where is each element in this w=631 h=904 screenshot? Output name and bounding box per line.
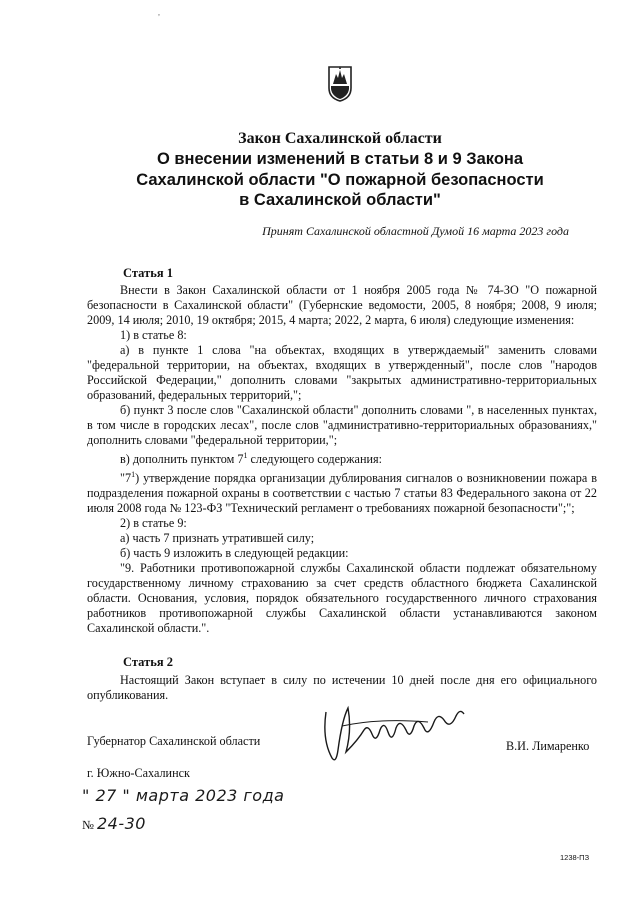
law-subtitle-line-3: в Сахалинской области" [239,191,441,209]
law-title: Закон Сахалинской области [238,130,442,147]
article-1-item-2: 2) в статье 9: [120,516,187,531]
number-sign: № [82,818,94,832]
article-1-body [87,283,597,636]
governor-title: Губернатор Сахалинской области [87,734,261,748]
adoption-note: Принят Сахалинской областной Думой 16 марта 2023 года [262,224,569,238]
item-1c-text-tail: следующего содержания: [247,452,382,467]
item-1c-text: в) дополнить пунктом 7 [120,452,244,467]
coat-of-arms-icon [327,64,353,102]
article-1-item-2a: а) часть 7 признать утратившей силу; [120,531,315,546]
quote-7-superscript: 1 [131,470,136,480]
handwritten-signature [318,700,468,770]
article-1-quote-7-1 [87,467,597,516]
article-2-body [87,673,597,703]
handwritten-number: 24-30 [96,814,146,833]
article-2-text: Настоящий Закон вступает в силу по истечении 10 дней после дня его официального опубликования. [87,673,597,702]
article-1-item-2b: б) часть 9 изложить в следующей редакции: [120,546,349,561]
article-2-heading: Статья 2 [123,655,173,669]
article-1-item-1b: б) пункт 3 после слов "Сахалинской области" дополнить словами ", в населенных пунктах, в том числе в городских лесах", после слов "административно-территориальных образованиях," дополнить словами "федеральной территории,"; [87,403,597,447]
article-1-intro: Внести в Закон Сахалинской области от 1 ноября 2005 года № 74-ЗО "О пожарной безопасности в Сахалинской области" (Губернские ведомости, 2005, 8 ноября; 2008, 9 июля; 2009, 14 июля; 2010, 19 октября; 2015, 4 марта; 2022, 2 марта, 6 июля) следующие изменения: [87,283,597,327]
quote-7-text-tail: ) утверждение порядка организации дублирования сигналов о возникновении пожара в подразделения пожарной охраны в соответствии с частью 7 статьи 83 Федерального закона от 22 июля 2008 года № 123-ФЗ "Технический регламент о требованиях пожарной безопасности";"; [87,471,597,516]
article-1-item-1: 1) в статье 8: [120,328,187,342]
quote-7-text: "7 [120,471,132,486]
law-number [82,814,146,833]
article-1-quote-9: "9. Работники противопожарной службы Сахалинской области подлежат обязательному государственному личному страхованию за счет средств областного бюджета Сахалинской области. Основания, условия, порядок обязательного государственного личного страхования работников противопожарной службы Сахалинской области устанавливаются законом Сахалинской области.". [87,561,597,636]
article-1-item-1c [87,448,597,467]
handwritten-date: " 27 " марта 2023 года [82,786,285,805]
item-1c-superscript: 1 [243,451,248,460]
article-1-heading: Статья 1 [123,266,173,280]
article-1-item-1a: а) в пункте 1 слова "на объектах, входящих в утверждаемый" заменить словами "федеральной территории, на объектах, входящих в утвержденный", после слов "народов Российской Федерации," дополнить словами "закрытых административно-территориальных образований, федеральных территорий,"; [87,343,597,402]
law-subtitle-line-2: Сахалинской области "О пожарной безопасности [136,171,544,189]
document-code: 1238-ПЗ [560,853,590,862]
governor-name: В.И. Лимаренко [506,739,590,753]
law-subtitle-line-1: О внесении изменений в статьи 8 и 9 Закона [156,150,524,168]
scan-mark: , [158,8,160,17]
city: г. Южно-Сахалинск [87,766,190,780]
